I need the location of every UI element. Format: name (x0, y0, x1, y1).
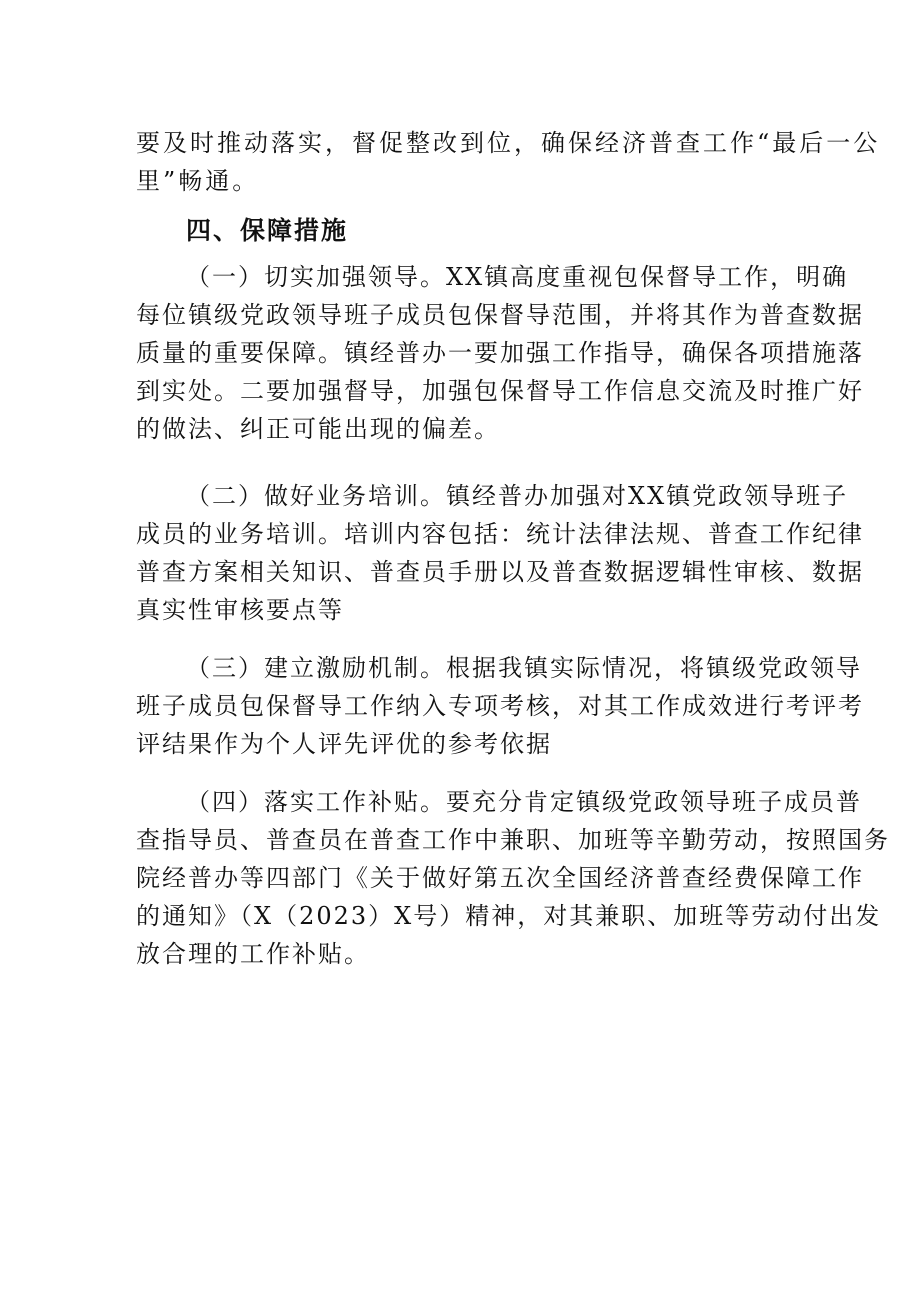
paragraph-line: 的做法、纠正可能出现的偏差。 (136, 415, 500, 443)
paragraph-line: 的通知》（X（2023）X号）精神，对其兼职、加班等劳动付出发 (136, 902, 882, 930)
paragraph-line: （二）做好业务培训。镇经普办加强对XX镇党政领导班子 (186, 482, 849, 510)
paragraph-line: 放合理的工作补贴。 (136, 940, 370, 968)
paragraph-line: 质量的重要保障。镇经普办一要加强工作指导，确保各项措施落 (136, 339, 864, 367)
paragraph-line: 每位镇级党政领导班子成员包保督导范围，并将其作为普查数据 (136, 301, 864, 329)
paragraph-line: 查指导员、普查员在普查工作中兼职、加班等辛勤劳动，按照国务 (136, 826, 890, 854)
paragraph-strengthen-leadership (136, 258, 864, 448)
paragraph-incentive-mechanism (136, 649, 864, 763)
paragraph-line: 到实处。二要加强督导，加强包保督导工作信息交流及时推广好 (136, 377, 864, 405)
paragraph-line: 班子成员包保督导工作纳入专项考核，对其工作成效进行考评考 (136, 692, 864, 720)
paragraph-line: 成员的业务培训。培训内容包括：统计法律法规、普查工作纪律 (136, 520, 864, 548)
continuation-paragraph (136, 124, 881, 200)
paragraph-line: 真实性审核要点等 (136, 596, 344, 624)
paragraph-line: 普查方案相关知识、普查员手册以及普查数据逻辑性审核、数据 (136, 558, 864, 586)
section-heading: 四、保障措施 (186, 216, 349, 245)
paragraph-line: （四）落实工作补贴。要充分肯定镇级党政领导班子成员普 (186, 788, 862, 816)
paragraph-line: （一）切实加强领导。XX镇高度重视包保督导工作，明确 (186, 263, 849, 291)
paragraph-line: 里”畅通。 (136, 167, 260, 195)
paragraph-line: 院经普办等四部门《关于做好第五次全国经济普查经费保障工作 (136, 864, 864, 892)
paragraph-business-training (136, 477, 864, 629)
paragraph-line: 要及时推动落实，督促整改到位，确保经济普查工作“最后一公 (136, 129, 881, 157)
paragraph-work-subsidy (136, 783, 890, 973)
paragraph-line: （三）建立激励机制。根据我镇实际情况，将镇级党政领导 (186, 654, 862, 682)
paragraph-line: 评结果作为个人评先评优的参考依据 (136, 730, 552, 758)
